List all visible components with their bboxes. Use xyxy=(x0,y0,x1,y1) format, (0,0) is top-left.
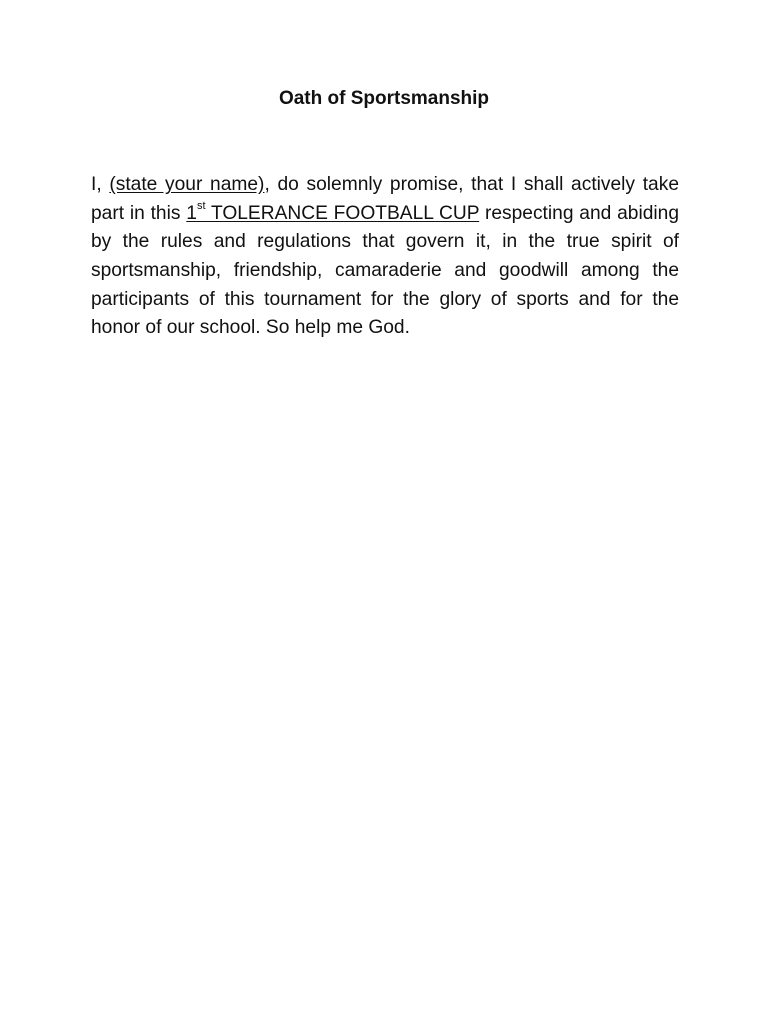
event-ordinal-suffix: st xyxy=(196,200,206,213)
document-title: Oath of Sportsmanship xyxy=(278,88,490,109)
oath-text-start: I, xyxy=(91,174,110,196)
event-ordinal-number: 1 xyxy=(186,202,197,224)
name-placeholder: (state your name) xyxy=(109,174,265,196)
event-name: TOLERANCE FOOTBALL CUP xyxy=(205,202,480,224)
oath-text-middle: , do solemnly promise, that I shall actively take part in this xyxy=(91,174,679,224)
event-title xyxy=(186,200,480,224)
oath-text-end: respecting and abiding by the rules and regulations that govern it, in the true spirit of sportsmanship, friendship, camaraderie and goodwill among the participants of this tournament for the glory of sports and for the honor of our school. So help me God. xyxy=(91,202,679,339)
oath-paragraph xyxy=(91,171,679,343)
